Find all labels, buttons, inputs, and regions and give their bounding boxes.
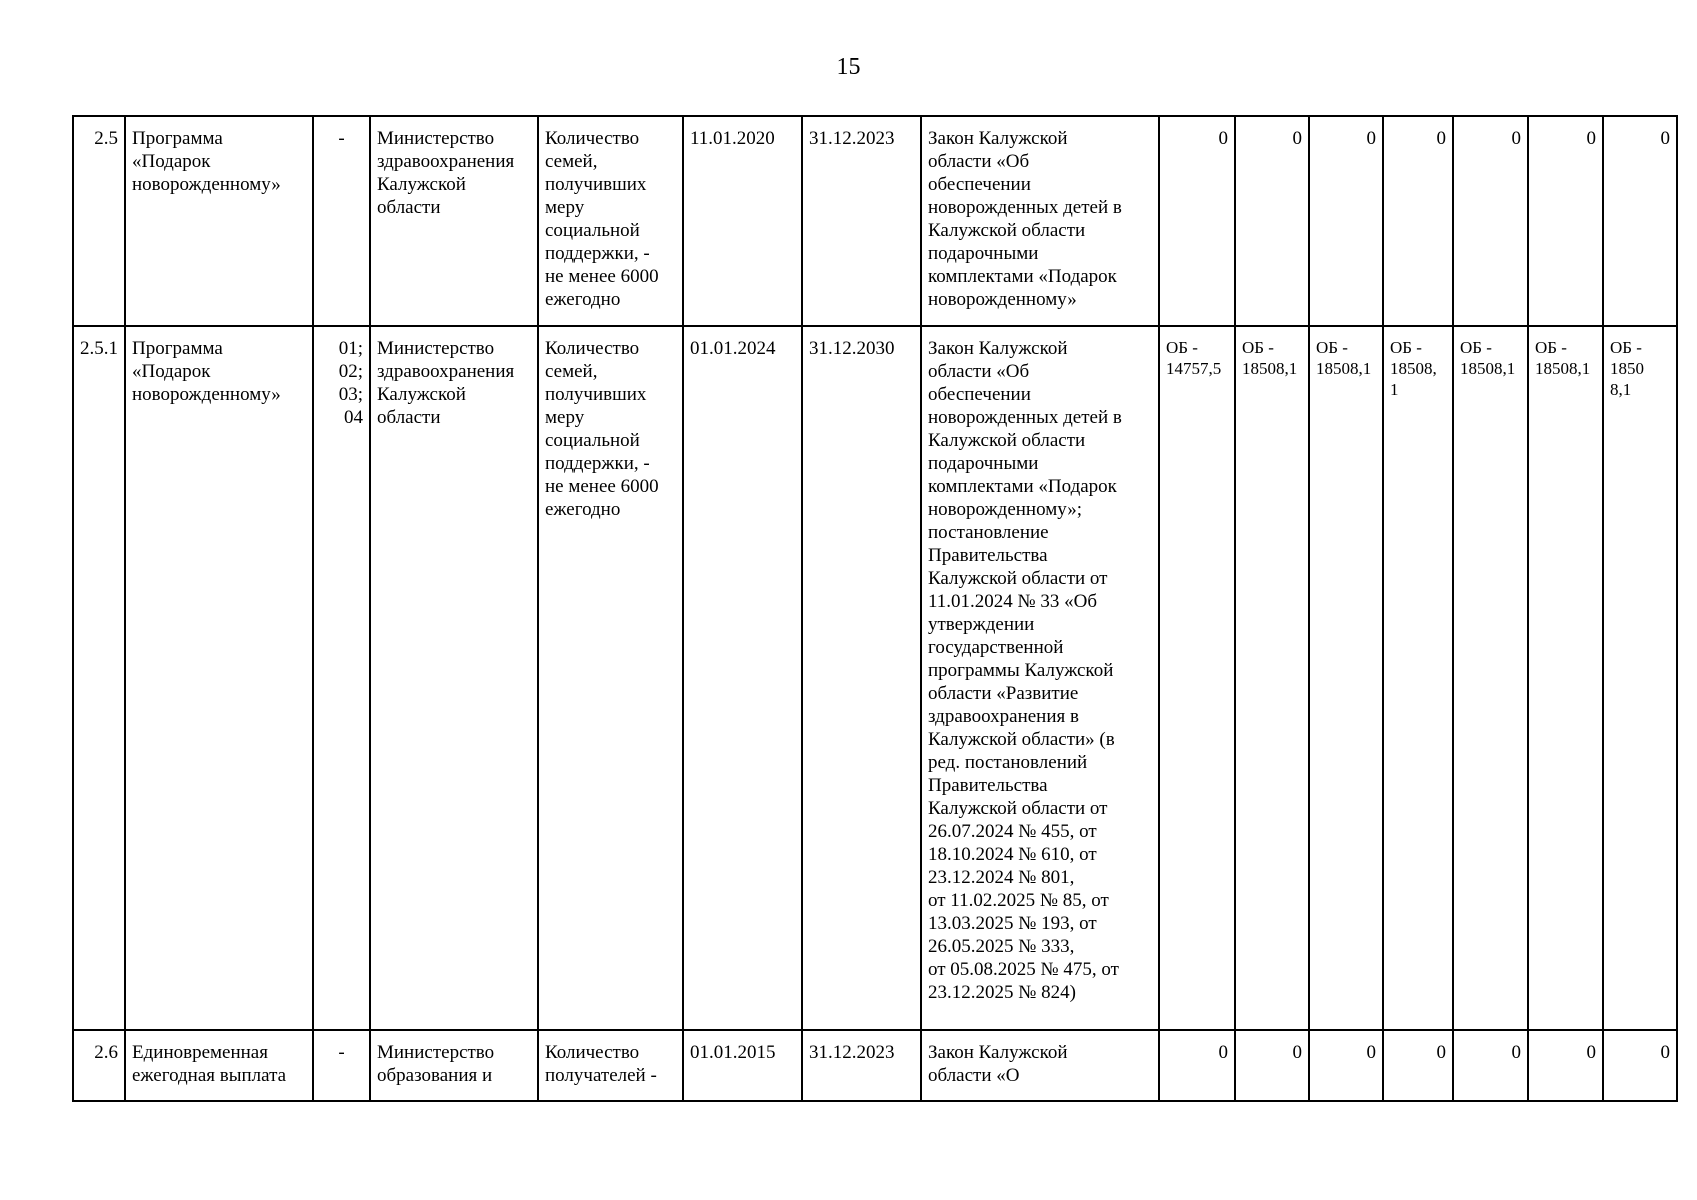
text-line: новорожденному»: [132, 174, 281, 195]
text-line: 02;: [338, 361, 363, 382]
text-line: комплектами «Подарок: [928, 266, 1117, 287]
text-line: области «О: [928, 1065, 1020, 1086]
text-line: 23.12.2024 № 801,: [928, 867, 1075, 888]
text-line: ежегодно: [545, 499, 621, 520]
text-line: новорожденному»;: [928, 499, 1083, 520]
text-line: Калужской области: [928, 220, 1086, 241]
text-line: ред. постановлений: [928, 752, 1088, 773]
text-line: от 05.08.2025 № 475, от: [928, 959, 1119, 980]
code-cell: [313, 1030, 370, 1101]
text-line: социальной: [545, 430, 640, 451]
page-number: 15: [836, 54, 861, 80]
code-cell: [313, 326, 370, 1030]
row-number-cell: 2.6: [73, 1030, 125, 1101]
text-line: области: [377, 407, 441, 428]
text-line: Министерство: [377, 338, 495, 359]
text-line: 11.01.2024 № 33 «Об: [928, 591, 1098, 612]
text-line: семей,: [545, 151, 598, 172]
text-line: новорожденных детей в: [928, 197, 1122, 218]
row-number-cell: 2.5: [73, 116, 125, 326]
measure-name-cell: [125, 326, 313, 1030]
indicator-cell: [538, 116, 683, 326]
text-line: обеспечении: [928, 384, 1031, 405]
text-line: семей,: [545, 361, 598, 382]
text-line: образования и: [377, 1065, 493, 1086]
text-line: «Подарок: [132, 361, 211, 382]
text-line: -: [338, 128, 345, 149]
funding-value-cell: [1603, 326, 1677, 1030]
text-line: 1: [1390, 380, 1399, 399]
text-line: поддержки, -: [545, 243, 650, 264]
text-line: Министерство: [377, 1042, 495, 1063]
text-line: ОБ -: [1166, 338, 1198, 357]
funding-value-cell: 0: [1528, 116, 1603, 326]
text-line: ОБ -: [1460, 338, 1492, 357]
text-line: 03;: [338, 384, 363, 405]
text-line: получателей -: [545, 1065, 657, 1086]
text-line: 18.10.2024 № 610, от: [928, 844, 1097, 865]
funding-value-cell: 0: [1383, 116, 1453, 326]
funding-value-cell: 0: [1235, 1030, 1309, 1101]
indicator-cell: [538, 1030, 683, 1101]
text-line: 18508,1: [1535, 359, 1591, 378]
text-line: 04: [344, 407, 363, 428]
table-row: [73, 116, 1677, 326]
funding-value-cell: [1309, 326, 1383, 1030]
text-line: области «Развитие: [928, 683, 1079, 704]
text-line: Программа: [132, 338, 223, 359]
text-line: получивших: [545, 384, 647, 405]
program-table: [72, 115, 1678, 1102]
text-line: ОБ -: [1390, 338, 1422, 357]
text-line: подарочными: [928, 243, 1039, 264]
text-line: новорожденному»: [132, 384, 281, 405]
text-line: здравоохранения: [377, 361, 515, 382]
text-line: новорожденному»: [928, 289, 1077, 310]
text-line: 01;: [338, 338, 363, 359]
text-line: области «Об: [928, 361, 1030, 382]
indicator-cell: [538, 326, 683, 1030]
funding-value-cell: 0: [1603, 116, 1677, 326]
funding-value-cell: 0: [1603, 1030, 1677, 1101]
text-line: 18508,1: [1460, 359, 1516, 378]
text-line: Калужской: [377, 384, 466, 405]
start-date-cell: 01.01.2024: [683, 326, 802, 1030]
text-line: области: [377, 197, 441, 218]
text-line: программы Калужской: [928, 660, 1114, 681]
text-line: 13.03.2025 № 193, от: [928, 913, 1097, 934]
funding-value-cell: 0: [1309, 116, 1383, 326]
end-date-cell: 31.12.2023: [802, 1030, 921, 1101]
text-line: Единовременная: [132, 1042, 268, 1063]
funding-value-cell: 0: [1309, 1030, 1383, 1101]
text-line: Калужской: [377, 174, 466, 195]
measure-name-cell: [125, 116, 313, 326]
funding-value-cell: [1383, 326, 1453, 1030]
text-line: здравоохранения в: [928, 706, 1079, 727]
text-line: ОБ -: [1610, 338, 1642, 357]
text-line: 23.12.2025 № 824): [928, 982, 1076, 1003]
funding-value-cell: 0: [1159, 116, 1235, 326]
text-line: поддержки, -: [545, 453, 650, 474]
start-date-cell: 11.01.2020: [683, 116, 802, 326]
funding-value-cell: 0: [1383, 1030, 1453, 1101]
text-line: обеспечении: [928, 174, 1031, 195]
text-line: Закон Калужской: [928, 338, 1068, 359]
text-line: меру: [545, 407, 585, 428]
text-line: государственной: [928, 637, 1064, 658]
legal-basis-cell: [921, 116, 1159, 326]
code-cell: [313, 116, 370, 326]
text-line: Программа: [132, 128, 223, 149]
funding-value-cell: [1159, 326, 1235, 1030]
text-line: ОБ -: [1242, 338, 1274, 357]
legal-basis-cell: [921, 326, 1159, 1030]
text-line: ежегодная выплата: [132, 1065, 287, 1086]
text-line: 18508,1: [1242, 359, 1298, 378]
funding-value-cell: 0: [1453, 116, 1528, 326]
text-line: ежегодно: [545, 289, 621, 310]
text-line: меру: [545, 197, 585, 218]
text-line: Калужской области от: [928, 568, 1108, 589]
funding-value-cell: [1528, 326, 1603, 1030]
text-line: получивших: [545, 174, 647, 195]
executor-cell: [370, 1030, 538, 1101]
text-line: Количество: [545, 128, 640, 149]
executor-cell: [370, 116, 538, 326]
text-line: Министерство: [377, 128, 495, 149]
text-line: 1850: [1610, 359, 1644, 378]
legal-basis-cell: [921, 1030, 1159, 1101]
text-line: не менее 6000: [545, 476, 659, 497]
funding-value-cell: [1453, 326, 1528, 1030]
text-line: утверждении: [928, 614, 1035, 635]
end-date-cell: 31.12.2023: [802, 116, 921, 326]
text-line: постановление: [928, 522, 1049, 543]
funding-value-cell: 0: [1235, 116, 1309, 326]
text-line: «Подарок: [132, 151, 211, 172]
text-line: Количество: [545, 338, 640, 359]
text-line: Закон Калужской: [928, 1042, 1068, 1063]
text-line: Калужской области: [928, 430, 1086, 451]
text-line: области «Об: [928, 151, 1030, 172]
table-row: [73, 1030, 1677, 1101]
text-line: 26.05.2025 № 333,: [928, 936, 1075, 957]
text-line: 26.07.2024 № 455, от: [928, 821, 1097, 842]
text-line: подарочными: [928, 453, 1039, 474]
executor-cell: [370, 326, 538, 1030]
text-line: здравоохранения: [377, 151, 515, 172]
table-row: [73, 326, 1677, 1030]
text-line: ОБ -: [1316, 338, 1348, 357]
text-line: не менее 6000: [545, 266, 659, 287]
text-line: 8,1: [1610, 380, 1632, 399]
funding-value-cell: 0: [1528, 1030, 1603, 1101]
text-line: ОБ -: [1535, 338, 1567, 357]
text-line: -: [338, 1042, 345, 1063]
start-date-cell: 01.01.2015: [683, 1030, 802, 1101]
text-line: Закон Калужской: [928, 128, 1068, 149]
end-date-cell: 31.12.2030: [802, 326, 921, 1030]
funding-value-cell: [1235, 326, 1309, 1030]
text-line: социальной: [545, 220, 640, 241]
text-line: 18508,: [1390, 359, 1437, 378]
text-line: Калужской области от: [928, 798, 1108, 819]
funding-value-cell: 0: [1159, 1030, 1235, 1101]
text-line: 18508,1: [1316, 359, 1372, 378]
measure-name-cell: [125, 1030, 313, 1101]
funding-value-cell: 0: [1453, 1030, 1528, 1101]
text-line: новорожденных детей в: [928, 407, 1122, 428]
text-line: комплектами «Подарок: [928, 476, 1117, 497]
row-number-cell: 2.5.1: [73, 326, 125, 1030]
text-line: Калужской области» (в: [928, 729, 1115, 750]
text-line: Правительства: [928, 775, 1048, 796]
text-line: от 11.02.2025 № 85, от: [928, 890, 1109, 911]
text-line: Количество: [545, 1042, 640, 1063]
text-line: 14757,5: [1166, 359, 1222, 378]
text-line: Правительства: [928, 545, 1048, 566]
